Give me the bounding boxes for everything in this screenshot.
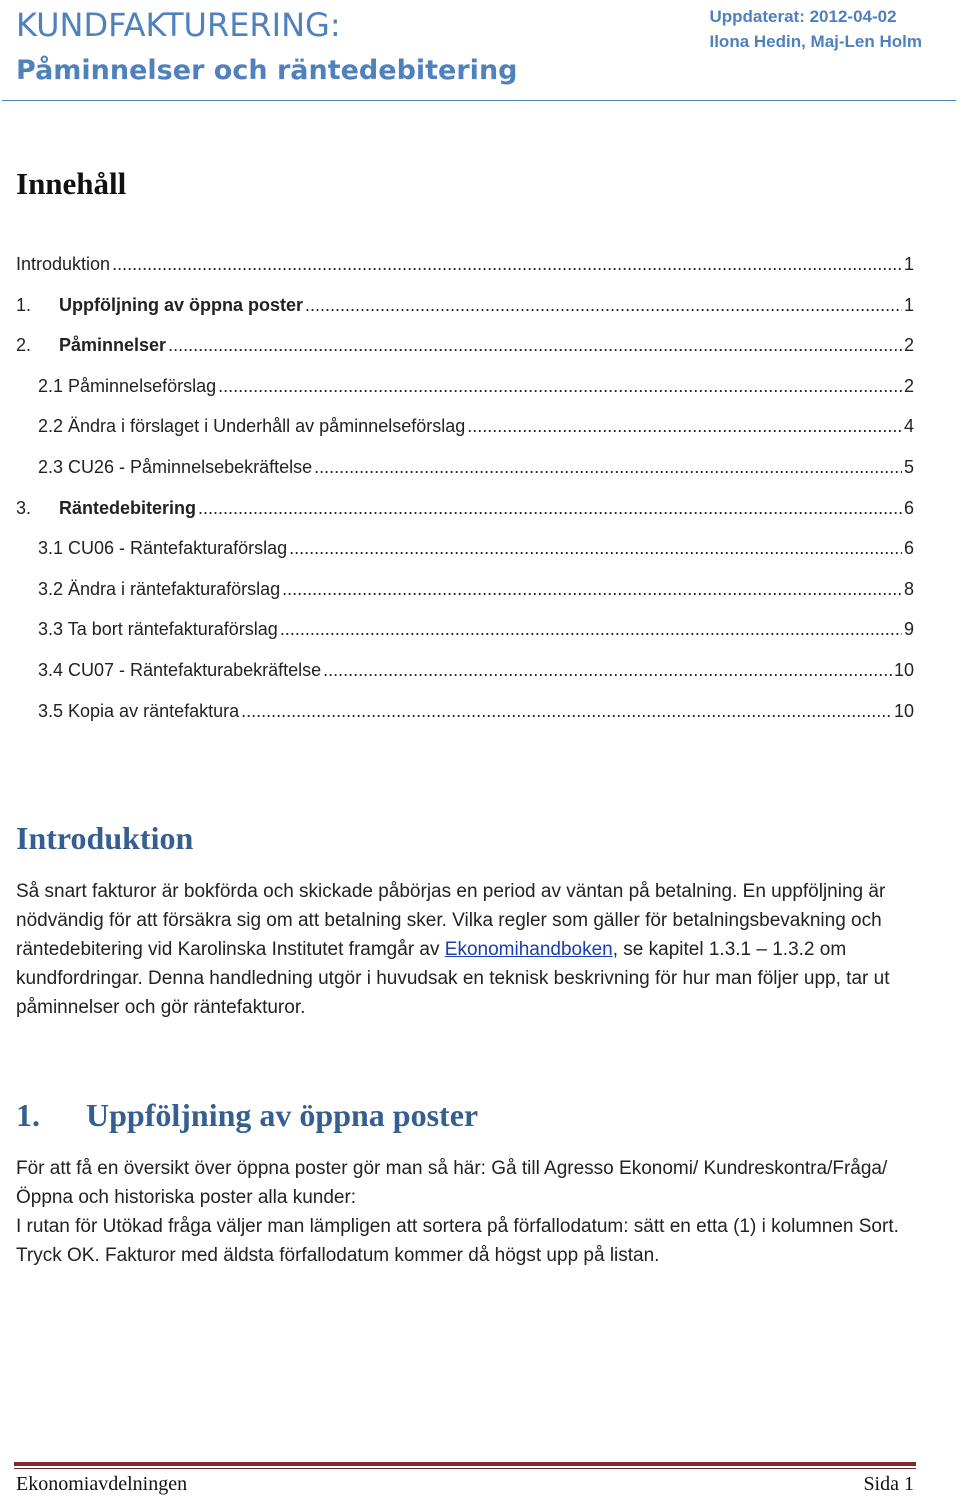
- toc-entry-label: 3.2 Ändra i räntefakturaförslag: [38, 578, 281, 599]
- toc-entry-page: 4: [903, 416, 914, 437]
- intro-paragraph: [16, 877, 916, 1022]
- toc-entry[interactable]: [16, 457, 914, 498]
- section1-title: Uppföljning av öppna poster: [86, 1097, 479, 1133]
- toc-entry-page: 9: [903, 619, 914, 640]
- toc-entry[interactable]: [16, 701, 914, 742]
- toc-entry-page: 6: [903, 538, 914, 559]
- toc-entry[interactable]: [16, 660, 914, 701]
- toc-entry-label: 2.3 CU26 - Påminnelsebekräftelse: [38, 456, 313, 477]
- toc-entry-page: 10: [893, 659, 914, 680]
- toc-entry-page: 2: [903, 335, 914, 356]
- section1-paragraph1: För att få en översikt över öppna poster gör man så här: Gå till Agresso Ekonomi/ Kundreskontra/Fråga/Öppna och historiska poster alla kunder:: [16, 1158, 888, 1208]
- toc-entry-number: 1.: [16, 294, 32, 315]
- ekonomihandboken-link[interactable]: Ekonomihandboken: [444, 939, 613, 960]
- toc-entry-number: 2.: [16, 335, 32, 356]
- toc-dot-leader: [168, 335, 902, 356]
- header-divider: [2, 100, 956, 101]
- toc-entry-label: 2.2 Ändra i förslaget i Underhåll av påminnelseförslag: [38, 416, 466, 437]
- toc-dot-leader: [323, 660, 892, 681]
- toc-entry-label: Räntedebitering: [59, 497, 197, 518]
- footer-page-number: Sida 1: [863, 1473, 914, 1495]
- toc-entry-page: 6: [903, 497, 914, 518]
- toc-entry[interactable]: [16, 416, 914, 457]
- authors: Ilona Hedin, Maj-Len Holm: [709, 32, 922, 51]
- header-meta: [709, 4, 922, 54]
- toc-entry-page: 5: [903, 456, 914, 477]
- toc-entry-label: Introduktion: [16, 254, 111, 274]
- toc-entry-label: 3.4 CU07 - Räntefakturabekräftelse: [38, 659, 322, 680]
- section1-heading: [16, 1097, 478, 1134]
- footer-department: Ekonomiavdelningen: [16, 1473, 188, 1495]
- toc-heading: Innehåll: [16, 166, 127, 201]
- toc-entry-page: 1: [903, 294, 914, 315]
- toc-entry[interactable]: [16, 579, 914, 620]
- toc-dot-leader: [289, 538, 902, 559]
- footer-divider-thin: [14, 1468, 916, 1469]
- toc-entry-page: 1: [903, 254, 914, 274]
- document-title: KUNDFAKTURERING:: [16, 6, 341, 44]
- toc-entry-page: 10: [893, 700, 914, 721]
- footer-divider-thick: [14, 1462, 916, 1466]
- toc-entry-page: 2: [903, 375, 914, 396]
- toc-dot-leader: [280, 619, 902, 640]
- toc-dot-leader: [314, 457, 902, 478]
- toc-entry-label: 2.1 Påminnelseförslag: [38, 375, 217, 396]
- toc-dot-leader: [305, 295, 902, 316]
- toc-entry[interactable]: [16, 376, 914, 417]
- toc-entry-label: Påminnelser: [59, 335, 167, 356]
- table-of-contents: [16, 254, 914, 741]
- section1-paragraph2: I rutan för Utökad fråga väljer man lämpligen att sortera på förfallodatum: sätt en etta (1) i kolumnen Sort. Tryck OK. Fakturor med äldsta förfallodatum kommer då högst upp på listan.: [16, 1216, 899, 1266]
- toc-entry-label: Uppföljning av öppna poster: [59, 294, 303, 315]
- toc-entry[interactable]: [16, 619, 914, 660]
- toc-dot-leader: [198, 498, 902, 519]
- intro-heading: Introduktion: [16, 820, 194, 856]
- section1-number: 1.: [16, 1097, 40, 1133]
- updated-date: Uppdaterat: 2012-04-02: [709, 7, 897, 26]
- toc-dot-leader: [282, 579, 902, 600]
- toc-entry-label: 3.3 Ta bort räntefakturaförslag: [38, 619, 278, 640]
- toc-entry-page: 8: [903, 578, 914, 599]
- toc-entry[interactable]: [16, 295, 914, 336]
- toc-entry-number: 3.: [16, 497, 32, 518]
- toc-dot-leader: [112, 254, 902, 275]
- toc-entry[interactable]: [16, 335, 914, 376]
- document-subtitle: Påminnelser och räntedebitering: [16, 55, 518, 86]
- toc-entry[interactable]: [16, 498, 914, 539]
- toc-dot-leader: [467, 416, 902, 437]
- toc-entry-label: 3.5 Kopia av räntefaktura: [38, 700, 240, 721]
- toc-dot-leader: [218, 376, 902, 397]
- toc-entry[interactable]: [16, 538, 914, 579]
- intro-text-2: , se kapitel 1.3.1 – 1.3.2 om kundfordringar. Denna handledning utgör i huvudsak en teknisk beskrivning för hur man följer upp, tar ut påminnelser och gör räntefakturor.: [16, 939, 890, 1018]
- intro-text-1: Så snart fakturor är bokförda och skickade påbörjas en period av väntan på betalning. En uppföljning är nödvändig för att försäkra sig om att betalning sker. Vilka regler som gäller för betalningsbevakning och räntedebitering vid Karolinska Institutet framgår av: [16, 881, 886, 960]
- toc-entry-label: 3.1 CU06 - Räntefakturaförslag: [38, 538, 288, 559]
- toc-dot-leader: [241, 701, 892, 722]
- toc-entry[interactable]: [16, 254, 914, 295]
